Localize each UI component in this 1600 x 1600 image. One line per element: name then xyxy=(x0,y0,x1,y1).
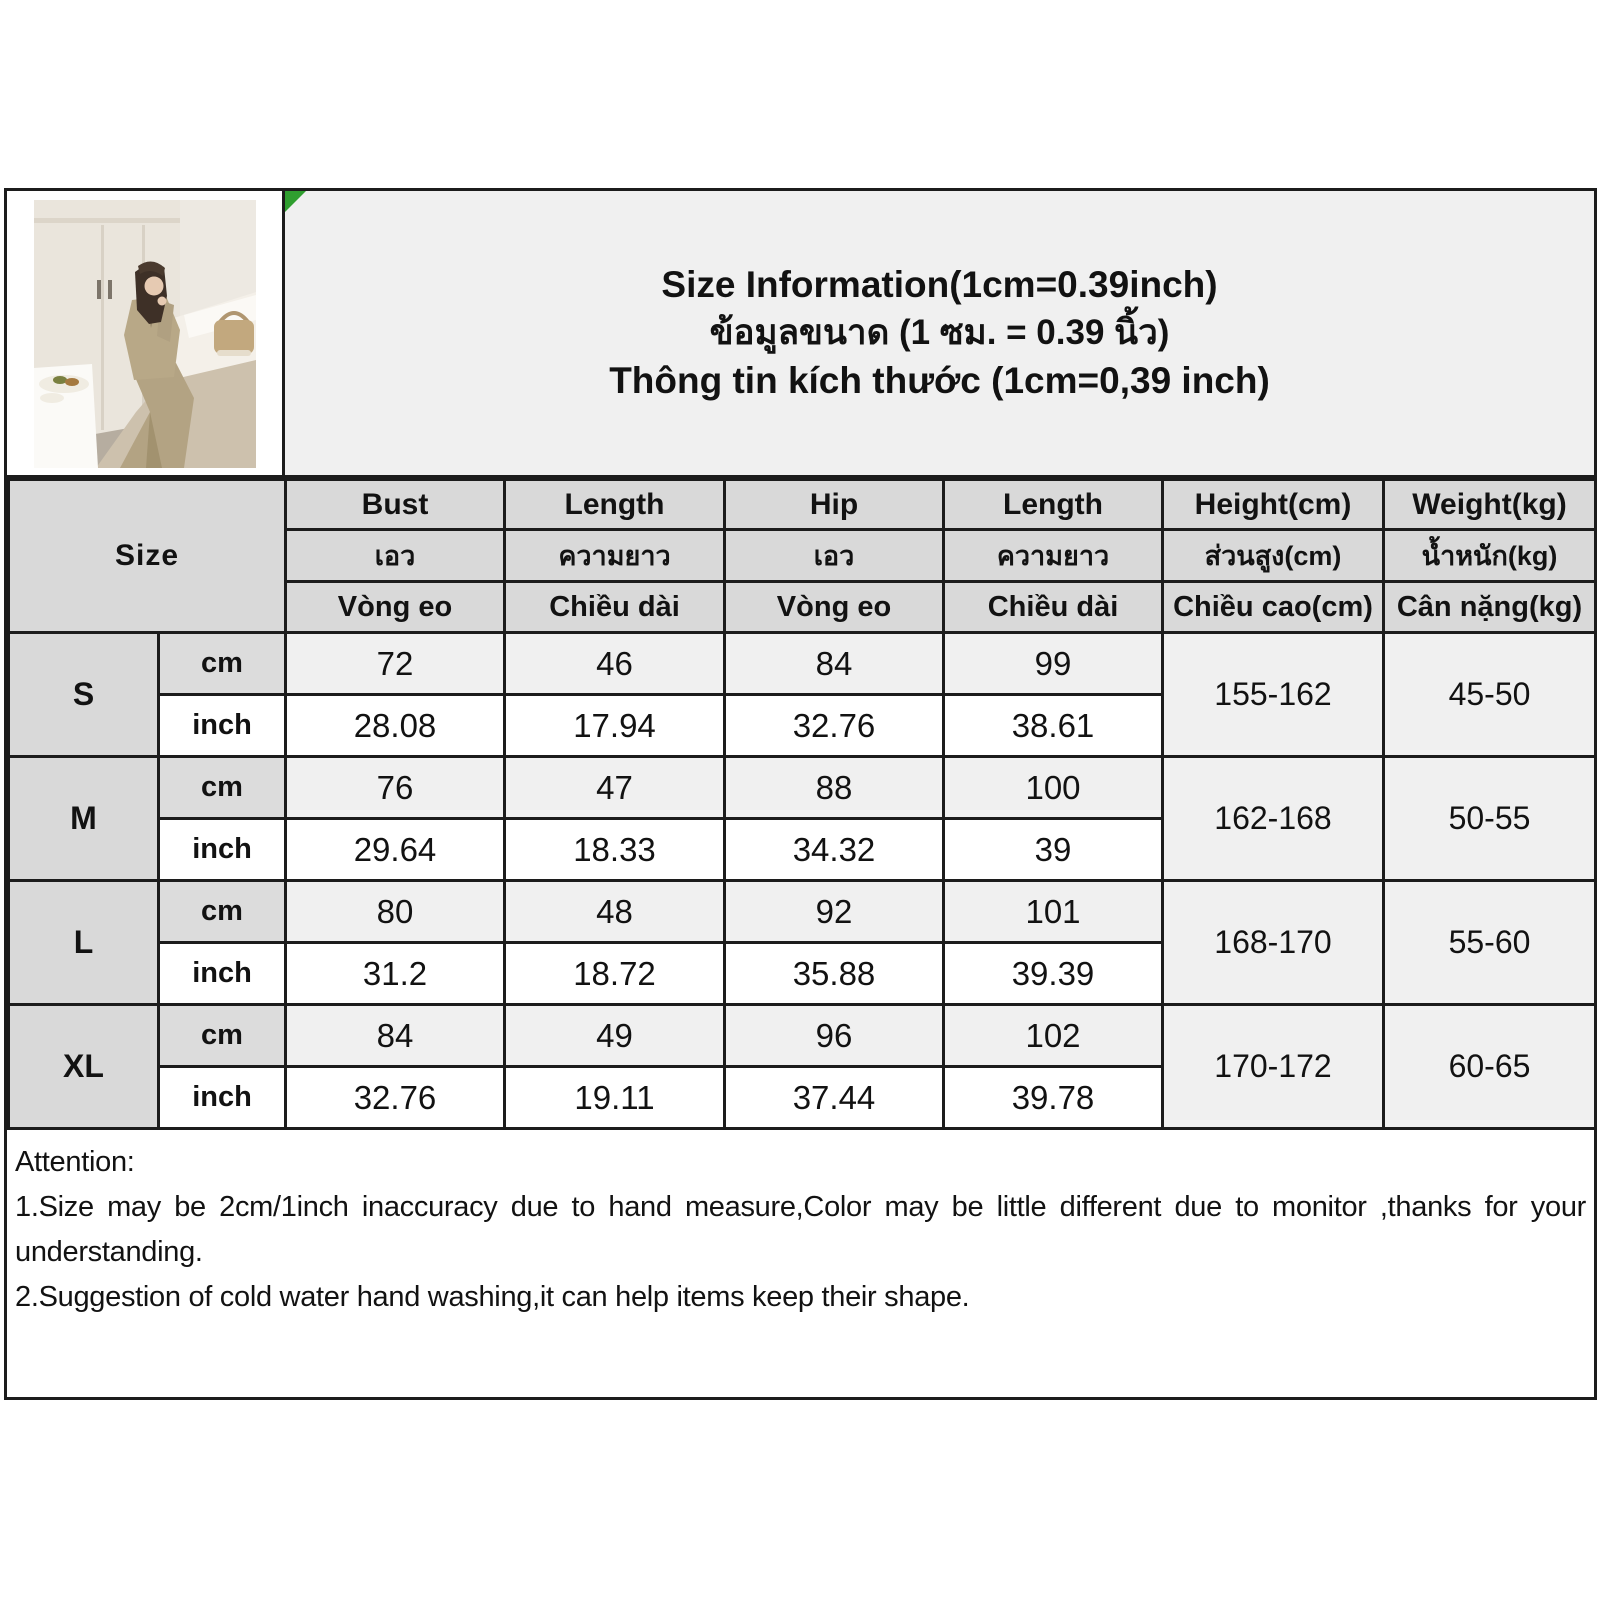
measure-value: 80 xyxy=(286,881,505,943)
unit-label: cm xyxy=(159,881,286,943)
height-value: 170-172 xyxy=(1163,1005,1384,1129)
size-chart-table xyxy=(7,478,1597,1130)
header-weight-vi: Cân nặng(kg) xyxy=(1384,582,1596,633)
measure-value: 102 xyxy=(944,1005,1163,1067)
header-hip-th: เอว xyxy=(725,530,944,582)
measure-value: 35.88 xyxy=(725,943,944,1005)
size-title-block xyxy=(285,191,1594,475)
header-bust-en: Bust xyxy=(286,480,505,530)
weight-value: 60-65 xyxy=(1384,1005,1596,1129)
unit-label: cm xyxy=(159,1005,286,1067)
top-block xyxy=(7,191,1594,478)
measure-value: 46 xyxy=(505,633,725,695)
measure-value: 100 xyxy=(944,757,1163,819)
product-photo xyxy=(34,200,256,468)
unit-label: inch xyxy=(159,695,286,757)
weight-value: 55-60 xyxy=(1384,881,1596,1005)
attention-note-2: 2.Suggestion of cold water hand washing,it can help items keep their shape. xyxy=(15,1281,970,1313)
header-bust-th: เอว xyxy=(286,530,505,582)
unit-label: cm xyxy=(159,757,286,819)
title-thai: ข้อมูลขนาด (1 ซม. = 0.39 นิ้ว) xyxy=(709,313,1170,352)
measure-value: 28.08 xyxy=(286,695,505,757)
height-value: 155-162 xyxy=(1163,633,1384,757)
height-value: 162-168 xyxy=(1163,757,1384,881)
measure-value: 18.33 xyxy=(505,819,725,881)
header-length2-th: ความยาว xyxy=(944,530,1163,582)
weight-value: 45-50 xyxy=(1384,633,1596,757)
measure-value: 48 xyxy=(505,881,725,943)
measure-value: 31.2 xyxy=(286,943,505,1005)
unit-label: cm xyxy=(159,633,286,695)
header-length2-en: Length xyxy=(944,480,1163,530)
header-weight-th: น้ำหนัก(kg) xyxy=(1384,530,1596,582)
measure-value: 17.94 xyxy=(505,695,725,757)
measure-value: 34.32 xyxy=(725,819,944,881)
size-label: L xyxy=(9,881,159,1005)
size-label: XL xyxy=(9,1005,159,1129)
header-height-th: ส่วนสูง(cm) xyxy=(1163,530,1384,582)
measure-value: 72 xyxy=(286,633,505,695)
header-hip-en: Hip xyxy=(725,480,944,530)
header-size: Size xyxy=(9,480,286,633)
measure-value: 39.78 xyxy=(944,1067,1163,1129)
header-length-th: ความยาว xyxy=(505,530,725,582)
header-length-en: Length xyxy=(505,480,725,530)
measure-value: 84 xyxy=(286,1005,505,1067)
header-height-vi: Chiều cao(cm) xyxy=(1163,582,1384,633)
measure-value: 39.39 xyxy=(944,943,1163,1005)
measure-value: 96 xyxy=(725,1005,944,1067)
measure-value: 101 xyxy=(944,881,1163,943)
green-corner-marker-icon xyxy=(285,191,306,212)
measure-value: 32.76 xyxy=(286,1067,505,1129)
weight-value: 50-55 xyxy=(1384,757,1596,881)
size-label: M xyxy=(9,757,159,881)
measure-value: 47 xyxy=(505,757,725,819)
measure-value: 38.61 xyxy=(944,695,1163,757)
measure-value: 49 xyxy=(505,1005,725,1067)
header-height-en: Height(cm) xyxy=(1163,480,1384,530)
measure-value: 92 xyxy=(725,881,944,943)
unit-label: inch xyxy=(159,1067,286,1129)
attention-section xyxy=(7,1130,1594,1397)
measure-value: 88 xyxy=(725,757,944,819)
size-sheet xyxy=(4,188,1597,1400)
measure-value: 32.76 xyxy=(725,695,944,757)
header-length2-vi: Chiều dài xyxy=(944,582,1163,633)
measure-value: 19.11 xyxy=(505,1067,725,1129)
header-hip-vi: Vòng eo xyxy=(725,582,944,633)
unit-label: inch xyxy=(159,943,286,1005)
measure-value: 99 xyxy=(944,633,1163,695)
header-weight-en: Weight(kg) xyxy=(1384,480,1596,530)
size-label: S xyxy=(9,633,159,757)
title-vietnamese: Thông tin kích thước (1cm=0,39 inch) xyxy=(609,360,1270,401)
header-bust-vi: Vòng eo xyxy=(286,582,505,633)
attention-heading: Attention: xyxy=(15,1146,135,1178)
attention-note-1: 1.Size may be 2cm/1inch inaccuracy due to hand measure,Color may be little different due to monitor ,thanks for your understanding. xyxy=(15,1191,1586,1268)
measure-value: 29.64 xyxy=(286,819,505,881)
unit-label: inch xyxy=(159,819,286,881)
measure-value: 37.44 xyxy=(725,1067,944,1129)
product-photo-cell xyxy=(7,191,285,475)
height-value: 168-170 xyxy=(1163,881,1384,1005)
header-length-vi: Chiều dài xyxy=(505,582,725,633)
measure-value: 84 xyxy=(725,633,944,695)
title-english: Size Information(1cm=0.39inch) xyxy=(661,264,1218,305)
measure-value: 18.72 xyxy=(505,943,725,1005)
measure-value: 39 xyxy=(944,819,1163,881)
measure-value: 76 xyxy=(286,757,505,819)
